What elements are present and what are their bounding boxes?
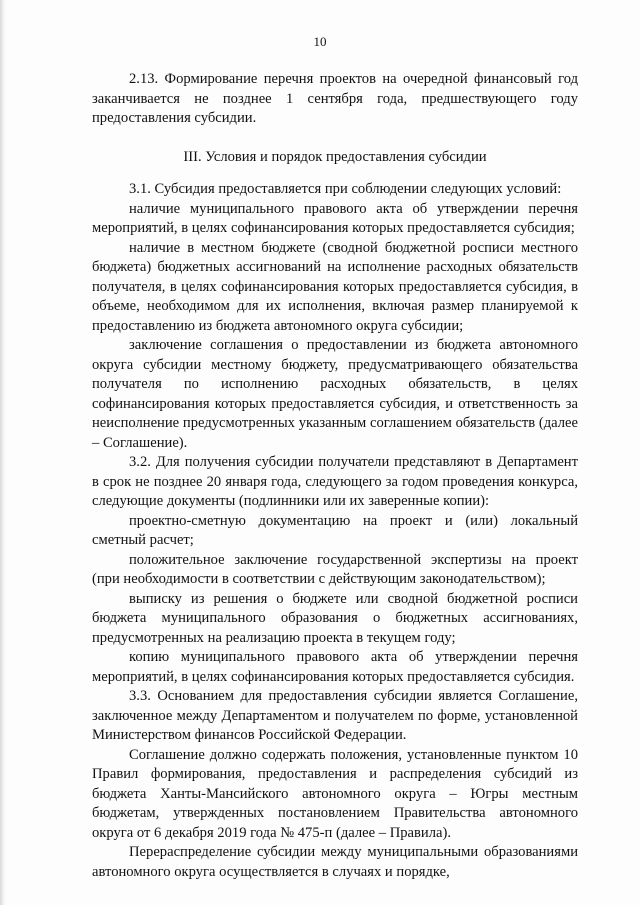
section-heading: III. Условия и порядок предоставления субсидии bbox=[183, 148, 487, 165]
paragraph-condition-1: наличие муниципального правового акта об утверждении перечня мероприятий, в целях софинансирования которых предоставляется субсидия; bbox=[92, 200, 578, 236]
document-body bbox=[92, 70, 578, 882]
page-number: 10 bbox=[313, 34, 327, 49]
paragraph-document-3: выписку из решения о бюджете или сводной бюджетной росписи бюджета муниципального образования о бюджетных ассигнованиях, предусмотренных на реализацию проекта в текущем году; bbox=[92, 590, 578, 646]
scan-edge bbox=[0, 0, 6, 905]
paragraph-2-13: 2.13. Формирование перечня проектов на очередной финансовый год заканчивается не позднее 1 сентября года, предшествующего году предоставления субсидии. bbox=[92, 71, 578, 126]
paragraph-condition-3: заключение соглашения о предоставлении из бюджета автономного округа субсидии местному бюджету, предусматривающего обязательства получателя по исполнению расходных обязательств, в целях софинансирования которых предоставляется субсидия, и ответственность за неисполнение предусмотренных указанным соглашением обязательств (далее – Соглашение). bbox=[92, 337, 578, 451]
paragraph-3-2: 3.2. Для получения субсидии получатели представляют в Департамент в срок не позднее 20 января года, следующего за годом проведения конкурса, следующие документы (подлинники или их заверенные копии): bbox=[92, 454, 578, 509]
paragraph-document-2: положительное заключение государственной экспертизы на проект (при необходимости в соответствии с действующим законодательством); bbox=[92, 551, 578, 587]
paragraph-redistribution: Перераспределение субсидии между муниципальными образованиями автономного округа осуществляется в случаях и порядке, bbox=[92, 844, 578, 880]
paragraph-agreement: Соглашение должно содержать положения, установленные пунктом 10 Правил формирования, предоставления и распределения субсидий из бюджета Ханты-Мансийского автономного округа – Югры местным бюджетам, утвержденных постановлением Правительства автономного округа от 6 декабря 2019 года № 475-п (далее – Правила). bbox=[92, 746, 578, 841]
paragraph-document-4: копию муниципального правового акта об утверждении перечня мероприятий, в целях софинансирования которых предоставляется субсидия. bbox=[92, 649, 578, 685]
paragraph-condition-2: наличие в местном бюджете (сводной бюджетной росписи местного бюджета) бюджетных ассигнований на исполнение расходных обязательств получателя, в целях софинансирования которых предоставляется субсидия, в объеме, необходимом для их исполнения, включая размер планируемой к предоставлению из бюджета автономного округа субсидии; bbox=[92, 239, 578, 334]
paragraph-3-1: 3.1. Субсидия предоставляется при соблюдении следующих условий: bbox=[129, 181, 562, 197]
paragraph-3-3: 3.3. Основанием для предоставления субсидии является Соглашение, заключенное между Департаментом и получателем по форме, установленной Министерством финансов Российской Федерации. bbox=[92, 688, 578, 743]
paragraph-document-1: проектно-сметную документацию на проект и (или) локальный сметный расчет; bbox=[92, 512, 578, 548]
